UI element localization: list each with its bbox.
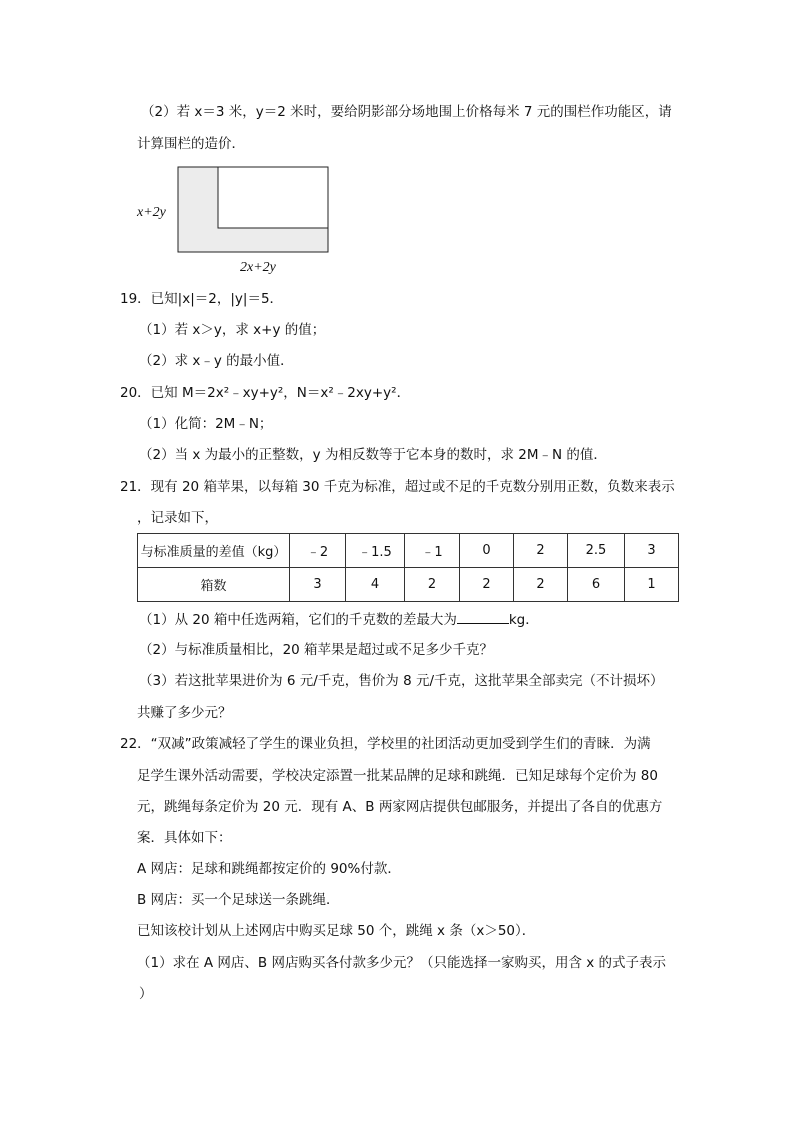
count-cell: 1 xyxy=(625,568,679,602)
q18-part2-line1: （2）若 x＝3 米，y＝2 米时，要给阴影部分场地围上价格每米 7 元的围栏作功能区，请 xyxy=(141,104,672,120)
q20-part2: （2）当 x 为最小的正整数，y 为相反数等于它本身的数时，求 2M﹣N 的值． xyxy=(139,447,607,463)
q22-shop-b: B 网店：买一个足球送一条跳绳． xyxy=(137,892,340,908)
q22-part1-close: ） xyxy=(139,986,153,1002)
q19-stem: 19．已知|x|＝2，|y|＝5． xyxy=(120,291,284,307)
inner-white-rectangle xyxy=(218,167,328,228)
count-cell: 2 xyxy=(405,568,460,602)
count-cell: 6 xyxy=(568,568,625,602)
q21-stem-line2: ，记录如下， xyxy=(137,510,218,526)
left-dimension-label: x+2y xyxy=(137,205,166,220)
q22-shop-a: A 网店：足球和跳绳都按定价的 90%付款． xyxy=(137,861,401,877)
q22-line3: 元，跳绳每条定价为 20 元．现有 A、B 两家网店提供包邮服务，并提出了各自的优惠方 xyxy=(137,799,663,815)
table-row xyxy=(138,534,679,568)
q21-part3-line2: 共赚了多少元？ xyxy=(137,705,232,721)
q20-stem: 20．已知 M＝2x²﹣xy+y²，N＝x²﹣2xy+y²． xyxy=(120,385,411,401)
q21-part1-text: （1）从 20 箱中任选两箱，它们的千克数的差最大为 xyxy=(139,612,457,628)
q22-line1: 22．“双减”政策减轻了学生的课业负担，学校里的社团活动更加受到学生们的青睐．为满 xyxy=(120,736,651,752)
q19-part2: （2）求 x﹣y 的最小值． xyxy=(139,353,294,369)
count-cell: 2 xyxy=(514,568,568,602)
q21-part1-unit: kg． xyxy=(508,612,539,628)
diff-cell: ﹣2 xyxy=(290,534,346,568)
q22-line2: 足学生课外活动需要，学校决定添置一批某品牌的足球和跳绳．已知足球每个定价为 80 xyxy=(137,768,658,784)
count-cell: 2 xyxy=(460,568,514,602)
count-cell: 3 xyxy=(290,568,346,602)
q22-line4: 案．具体如下： xyxy=(137,830,232,846)
diff-cell: ﹣1 xyxy=(405,534,460,568)
q19-part1: （1）若 x＞y，求 x+y 的值； xyxy=(139,322,326,338)
count-cell: 4 xyxy=(346,568,405,602)
q22-plan: 已知该校计划从上述网店中购买足球 50 个，跳绳 x 条（x＞50）． xyxy=(137,923,536,939)
table-row xyxy=(138,568,679,602)
q21-stem-line1: 21．现有 20 箱苹果，以每箱 30 千克为标准，超过或不足的千克数分别用正数，负数来表示 xyxy=(120,479,675,495)
q21-part3-line1: （3）若这批苹果进价为 6 元/千克，售价为 8 元/千克，这批苹果全部卖完（不计损坏） xyxy=(139,673,664,689)
diff-cell: ﹣1.5 xyxy=(346,534,405,568)
row-header-count: 箱数 xyxy=(138,568,290,602)
weight-record-table xyxy=(137,533,679,602)
row-header-diff: 与标准质量的差值（kg） xyxy=(138,534,290,568)
field-figure xyxy=(130,160,340,280)
q22-part1: （1）求在 A 网店、B 网店购买各付款多少元？（只能选择一家购买，用含 x 的式子表示 xyxy=(137,955,667,971)
bottom-dimension-label: 2x+2y xyxy=(240,260,276,275)
q18-part2-line2: 计算围栏的造价． xyxy=(137,136,245,152)
q20-part1: （1）化简：2M﹣N； xyxy=(139,416,273,432)
diff-cell: 2 xyxy=(514,534,568,568)
q21-part2: （2）与标准质量相比，20 箱苹果是超过或不足多少千克？ xyxy=(139,642,494,658)
diff-cell: 2.5 xyxy=(568,534,625,568)
answer-blank[interactable] xyxy=(457,609,509,624)
diff-cell: 0 xyxy=(460,534,514,568)
diff-cell: 3 xyxy=(625,534,679,568)
q21-part1 xyxy=(139,609,539,630)
